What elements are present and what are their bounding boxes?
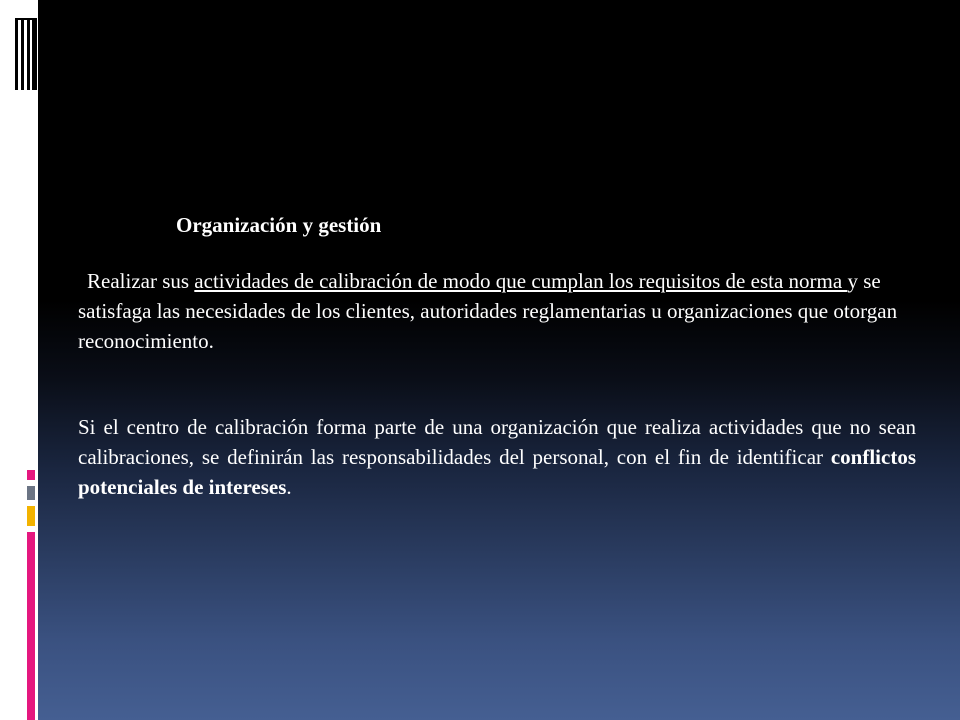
slide-heading: Organización y gestión [176, 213, 382, 237]
para2-end: . [286, 475, 292, 499]
para1-underlined: actividades de calibración de modo que cumplan los requisitos de esta norma [194, 269, 848, 293]
accent-pink-long [27, 532, 35, 720]
slide-content [78, 210, 916, 502]
vertical-lines-icon [15, 18, 37, 90]
para2-text: Si el centro de calibración forma parte de una organización que realiza actividades que no sean calibraciones, se definirán las responsabilidades del personal, con el fin de identificar [78, 415, 916, 469]
accent-pink-small [27, 470, 35, 480]
accent-yellow [27, 506, 35, 526]
left-decorative-strip [0, 0, 38, 720]
accent-gray [27, 486, 35, 500]
para1-rest: y se satisfaga las necesidades de los clientes, autoridades reglamentarias u organizaciones que otorgan reconocimiento. [78, 269, 898, 353]
para1-lead: Realizar sus [87, 269, 195, 293]
paragraph-responsibilities [78, 412, 916, 502]
paragraph-requirements [78, 266, 916, 356]
para2-bold: conflictos potenciales de intereses [78, 445, 916, 499]
